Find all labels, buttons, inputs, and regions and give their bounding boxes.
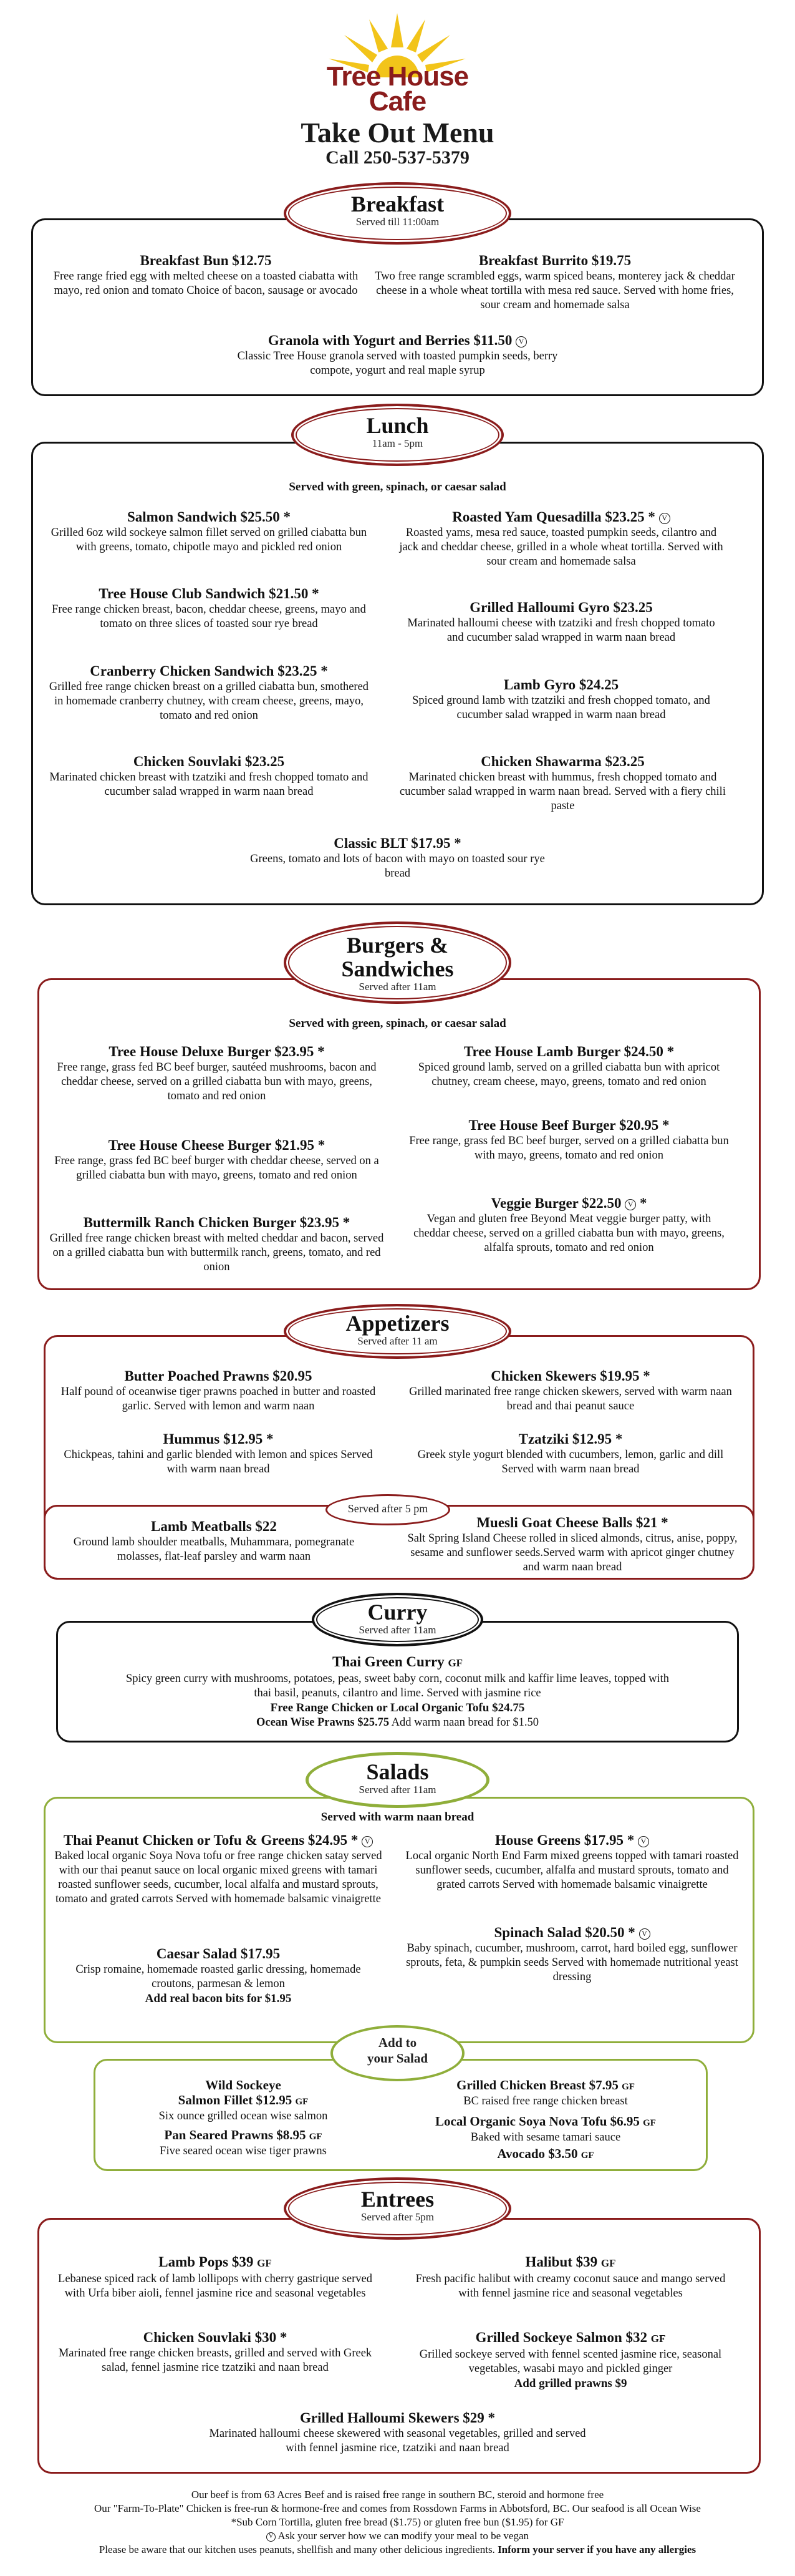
section-title: Breakfast [350,192,445,216]
section-title: Curry [367,1600,428,1625]
item-name: House Greens $17.95 * [495,1832,635,1848]
vegetarian-icon: V [659,513,670,524]
menu-item [399,599,723,645]
item-description: Marinated chicken breast with tzatziki and fresh chopped tomato and cucumber salad wrapped in warm naan bread [49,771,369,798]
appetizers-badge [284,1304,511,1359]
item-description: Spicy green curry with mushrooms, potatoes, peas, sweet baby corn, coconut milk and kaffir lime leaves, topped with thai basil, peanuts, cilantro and lime. Served with jasmine rice [126,1673,669,1699]
item-description: Roasted yams, mesa red sauce, toasted pumpkin seeds, cilantro and jack and cheddar cheese, grilled in a whole wheat tortilla. Served with sour cream and homemade salsa [399,527,723,568]
gluten-free-label: GF [295,2097,309,2107]
footer-beef-note: Our beef is from 63 Acres Beef and is raised free range in southern BC, steroid and hormone free [191,2489,604,2501]
item-name: Veggie Burger $22.50 [491,1195,622,1211]
item-name: Cranberry Chicken Sandwich $23.25 * [90,663,328,679]
menu-item [47,663,371,723]
salad-addon-item [118,2078,368,2124]
section-title: Appetizers [345,1311,450,1336]
item-description: Ground lamb shoulder meatballs, Muhammara, pomegranate molasses, flat-leaf parsley and warm naan [73,1536,355,1563]
item-description: Free range, grass fed BC beef burger with cheddar cheese, served on a grilled ciabatta bun with mayo, greens, tomato and red onion [54,1155,379,1182]
served-with-note: Served with green, spinach, or caesar salad [289,480,506,493]
menu-item [47,1043,387,1104]
menu-item [53,2253,377,2301]
section-title-line2: Sandwiches [341,956,454,981]
menu-item [408,1431,733,1477]
menu-item [408,1117,730,1163]
entrees-badge [284,2177,511,2240]
item-name: Lamb Pops $39 [158,2254,254,2270]
salad-addon-item [118,2127,368,2159]
menu-item [396,753,730,814]
item-name: Muesli Goat Cheese Balls $21 * [476,1515,668,1530]
item-name: Spinach Salad $20.50 * [494,1925,635,1940]
addon-name-line1: Wild Sockeye [205,2078,281,2092]
menu-item [402,2329,739,2391]
gluten-free-label: GF [309,2132,322,2142]
menu-item [61,1518,367,1564]
lunch-badge [291,404,504,466]
item-description: Marinated chicken breast with hummus, fresh chopped tomato and cucumber salad wrapped in warm naan bread. Served with a fiery chili paste [400,771,726,812]
item-name: Grilled Halloumi Skewers $29 * [299,2410,496,2426]
item-description: Spiced ground lamb, served on a grilled ciabatta bun with apricot chutney, cream cheese, mayo, greens, tomato and red onion [418,1061,720,1088]
menu-item [405,1832,739,1892]
menu-item [56,1368,380,1414]
item-description: Grilled 6oz wild sockeye salmon fillet served on grilled ciabatta bun with greens, tomato, chipotle mayo and pickled red onion [51,527,367,553]
item-description: Baked local organic Soya Nova tofu or free range chicken satay served with our thai peanut sauce on local organic mixed greens with tamari roasted sunflower seeds, cucumber, local alfalfa and mustard sprouts, tomato and grated carrots Served with homemade balsamic vinaigrette [54,1850,382,1905]
curry-option-1: Free Range Chicken or Local Organic Tofu $24.75 [270,1701,525,1714]
item-description: Greek style yogurt blended with cucumbers, lemon, garlic and dill Served with warm naan bread [417,1449,724,1475]
curry-badge [312,1593,483,1646]
section-subtitle: Served after 11am [359,1784,436,1796]
item-name: Chicken Skewers $19.95 * [491,1368,650,1384]
item-name: Thai Peanut Chicken or Tofu & Greens $24.95 * [63,1832,359,1848]
item-description: Free range, grass fed BC beef burger, served on a grilled ciabatta bun with mayo, greens, tomato and red onion [409,1135,729,1162]
item-name: Halibut $39 [525,2254,598,2270]
item-name: Thai Green Curry [332,1654,445,1670]
vegetarian-icon: V [266,2532,276,2542]
item-description: Half pound of oceanwise tiger prawns poached in butter and roasted garlic. Served with lemon and warm naan [60,1386,376,1412]
menu-item [53,2329,377,2375]
item-name: Classic BLT $17.95 * [334,835,461,851]
item-name: Hummus $12.95 * [163,1431,274,1447]
addon-name: Local Organic Soya Nova Tofu $6.95 [435,2114,640,2129]
item-description: Greens, tomato and lots of bacon with mayo on toasted sour rye bread [250,853,545,880]
item-description: Grilled free range chicken breast on a grilled ciabatta bun, smothered in homemade cranberry chutney, with cream cheese, greens, mayo, tomato and red onion [49,681,369,722]
late-label: Served after 5 pm [347,1502,428,1515]
item-name: Tree House Club Sandwich $21.50 * [99,586,319,601]
vegetarian-icon: V [625,1199,636,1210]
item-name: Tree House Deluxe Burger $23.95 * [108,1044,325,1059]
addon-name: Grilled Chicken Breast $7.95 [456,2078,619,2092]
menu-item [47,1214,387,1275]
item-description: Grilled marinated free range chicken skewers, served with warm naan bread and thai peanut sauce [409,1386,732,1412]
gluten-free-label: GF [581,2151,594,2160]
menu-item [56,1431,380,1477]
vegetarian-icon: V [362,1836,373,1847]
menu-item [47,508,371,555]
item-name: Breakfast Burrito $19.75 [478,253,632,268]
add-to-salad-badge [330,2025,465,2081]
add-label-line1: Add to [378,2035,417,2050]
section-title-line1: Burgers & [347,933,448,958]
section-title: Entrees [360,2187,435,2212]
item-name: Buttermilk Ranch Chicken Burger $23.95 * [83,1215,350,1230]
item-description: Grilled free range chicken breast with melted cheddar and bacon, served on a grilled ciabatta bun with buttermilk ranch, greens, tomato, and red onion [49,1232,384,1273]
phone-number[interactable]: Call 250-537-5379 [325,147,470,168]
item-description: Free range chicken breast, bacon, cheddar cheese, greens, mayo and tomato on three slices of toasted sour rye bread [52,603,366,630]
menu-item [47,585,371,631]
item-description: Lebanese spiced rack of lamb lollipops with cherry gastrique served with Urfa biber aioli, fennel jasmine rice and seasonal vegetables [58,2273,372,2300]
footer-notes [0,2488,795,2557]
menu-item [75,1653,720,1730]
addon-description: Six ounce grilled ocean wise salmon [158,2110,328,2122]
menu-item [399,508,723,569]
salads-badge [306,1752,489,1808]
menu-item [162,2409,633,2456]
section-subtitle: 11am - 5pm [372,437,423,449]
salad-addon-item [399,2078,692,2109]
served-after-5pm-badge [325,1494,450,1525]
gluten-free-label: GF [650,2333,666,2345]
item-name: Chicken Souvlaki $30 * [143,2330,287,2345]
vegetarian-icon: V [639,1928,650,1940]
section-subtitle: Served after 5pm [360,2211,435,2223]
item-description: Spiced ground lamb with tzatziki and fresh chopped tomato, and cucumber salad wrapped in warm naan bread [412,694,710,721]
add-label-line2: your Salad [367,2051,428,2066]
footer-allergy-note: Please be aware that our kitchen uses peanuts, shellfish and many other delicious ingredients. [99,2544,498,2555]
item-name: Roasted Yam Quesadilla $23.25 * [452,509,655,525]
item-name: Caesar Salad $17.95 [156,1946,281,1961]
item-description: Free range, grass fed BC beef burger, sautéed mushrooms, bacon and cheddar cheese, served on a grilled ciabatta bun with mayo, greens, tomato and red onion [57,1061,377,1102]
menu-item [53,1945,383,2006]
addon-description: Baked with sesame tamari sauce [470,2131,621,2144]
item-description: Vegan and gluten free Beyond Meat veggie burger patty, with cheddar cheese, served on a grilled ciabatta bun with mayo, greens, alfalfa sprouts, tomato and red onion [413,1213,725,1254]
gluten-free-label: GF [622,2082,635,2092]
salad-addon-item [399,2146,692,2163]
item-description: Baby spinach, cucumber, mushroom, carrot, hard boiled egg, sunflower sprouts, feta, & pumpkin seeds Served with homemade nutritional yeast dressing [406,1942,738,1983]
footer-chicken-note: Our "Farm-To-Plate" Chicken is free-run & hormone-free and comes from Rossdown Farms in Abbotsford, BC. Our seafood is all Ocean Wise [94,2502,701,2514]
item-description: Fresh pacific halibut with creamy coconut sauce and mango served with fennel jasmine rice and seasonal vegetables [415,2273,726,2300]
breakfast-badge [284,182,511,245]
item-description: Classic Tree House granola served with toasted pumpkin seeds, berry compote, yogurt and real maple syrup [237,350,558,377]
menu-item [365,252,745,313]
item-name: Grilled Halloumi Gyro $23.25 [470,600,653,615]
menu-item [47,1137,387,1183]
menu-item [407,1514,738,1575]
gluten-free-label: GF [600,2257,616,2269]
burgers-badge [284,921,511,1004]
section-subtitle: Served after 11 am [357,1335,438,1347]
item-name: Grilled Sockeye Salmon $32 [475,2330,647,2345]
gluten-free-label: GF [448,1657,463,1669]
addon-description: Five seared ocean wise tiger prawns [160,2145,327,2157]
curry-option-2: Ocean Wise Prawns $25.75 [256,1716,390,1729]
footer-allergy-warning: Inform your server if you have any allergies [498,2544,696,2555]
item-name: Chicken Souvlaki $23.25 [133,754,285,769]
menu-item [408,1043,730,1089]
item-description: Free range fried egg with melted cheese on a toasted ciabatta with mayo, red onion and tomato Choice of bacon, sausage or avocado [53,270,359,297]
served-with-note: Served with green, spinach, or caesar salad [289,1017,506,1030]
addon-name: Pan Seared Prawns $8.95 [164,2127,306,2142]
salad-addon-item [399,2114,692,2145]
footer-gf-note: *Sub Corn Tortilla, gluten free bread ($1.75) or gluten free bun ($1.95) for GF [231,2516,564,2528]
item-description: Marinated free range chicken breasts, grilled and served with Greek salad, fennel jasmine rice tzatziki and naan bread [58,2347,372,2374]
served-with-note: Served with warm naan bread [320,1810,475,1824]
item-name: Breakfast Bun $12.75 [140,253,272,268]
logo-name-line2: Cafe [369,86,426,117]
item-description: Local organic North End Farm mixed greens topped with tamari roasted sunflower seeds, cucumber, alfalfa and mustard sprouts, tomato and grated carrots Served with homemade balsamic vinaigrette [405,1850,739,1891]
item-description: Grilled sockeye served with fennel scented jasmine rice, seasonal vegetables, wasabi mayo and pickled ginger [419,2348,722,2375]
item-description: Marinated halloumi cheese with tzatziki and fresh chopped tomato and cucumber salad wrapped in warm naan bread [407,617,715,644]
menu-item [50,252,362,298]
addon-name: Avocado $3.50 [497,2146,578,2161]
item-description: Two free range scrambled eggs, warm spiced beans, monterey jack & cheddar cheese in a whole wheat tortilla with mesa red sauce. Served with home fries, sour cream and homemade salsa [375,270,735,311]
addon-name-line2: Salmon Fillet $12.95 [178,2092,292,2107]
menu-item [53,1832,383,1907]
item-name: Lamb Gyro $24.25 [503,677,619,693]
item-name: Chicken Shawarma $23.25 [481,754,645,769]
item-name: Lamb Meatballs $22 [151,1519,277,1534]
item-name: Tree House Cheese Burger $21.95 * [108,1137,325,1153]
header [0,0,795,175]
page-title: Take Out Menu [301,117,494,148]
item-description: Marinated halloumi cheese skewered with seasonal vegetables, grilled and served with fennel jasmine rice, tzatziki and naan bread [209,2428,586,2454]
item-name: Tree House Beef Burger $20.95 * [468,1117,670,1133]
menu-item [399,676,723,722]
addon-description: BC raised free range chicken breast [463,2095,628,2107]
menu-item [249,835,546,881]
section-title: Salads [366,1759,429,1784]
section-subtitle: Served till 11:00am [355,216,440,228]
gluten-free-label: GF [643,2118,656,2128]
menu-item [405,1924,739,1985]
item-description: Salt Spring Island Cheese rolled in sliced almonds, citrus, anise, poppy, sesame and sunflower seeds.Served warm with apricot ginger chutney and warm naan bread [407,1532,738,1573]
section-subtitle: Served after 11am [359,1624,436,1636]
menu-item [408,1368,733,1414]
section-subtitle: Served after 11am [359,981,436,993]
footer-vegan-note: Ask your server how we can modify your meal to be vegan [277,2530,529,2542]
section-title: Lunch [366,413,429,438]
vegetarian-icon: V [516,336,527,348]
item-name: Tzatziki $12.95 * [518,1431,623,1447]
item-addon: Add real bacon bits for $1.95 [145,1992,292,2005]
menu-item [224,332,571,378]
vegetarian-icon: V [638,1836,649,1847]
logo-name-line1: Tree House [326,61,469,92]
item-addon: Add grilled prawns $9 [514,2377,627,2390]
item-description: Chickpeas, tahini and garlic blended with lemon and spices Served with warm naan bread [64,1449,373,1475]
menu-item [47,753,371,799]
item-name: Salmon Sandwich $25.50 * [127,509,291,525]
item-name: Butter Poached Prawns $20.95 [124,1368,312,1384]
item-name: Granola with Yogurt and Berries $11.50 [267,333,513,348]
gluten-free-label: GF [257,2257,272,2269]
curry-naan-addon: Add warm naan bread for $1.50 [389,1716,539,1729]
item-description: Crisp romaine, homemade roasted garlic dressing, homemade croutons, parmesan & lemon [75,1963,361,1990]
menu-item: Veggie Burger $22.50 V * Vegan and gluten free Beyond Meat veggie burger patty, with cheddar cheese, served on a grilled ciabatta bun with mayo, greens, alfalfa sprouts, tomato and red onion [408,1195,730,1255]
item-name: Tree House Lamb Burger $24.50 * [463,1044,675,1059]
menu-item [412,2253,730,2301]
